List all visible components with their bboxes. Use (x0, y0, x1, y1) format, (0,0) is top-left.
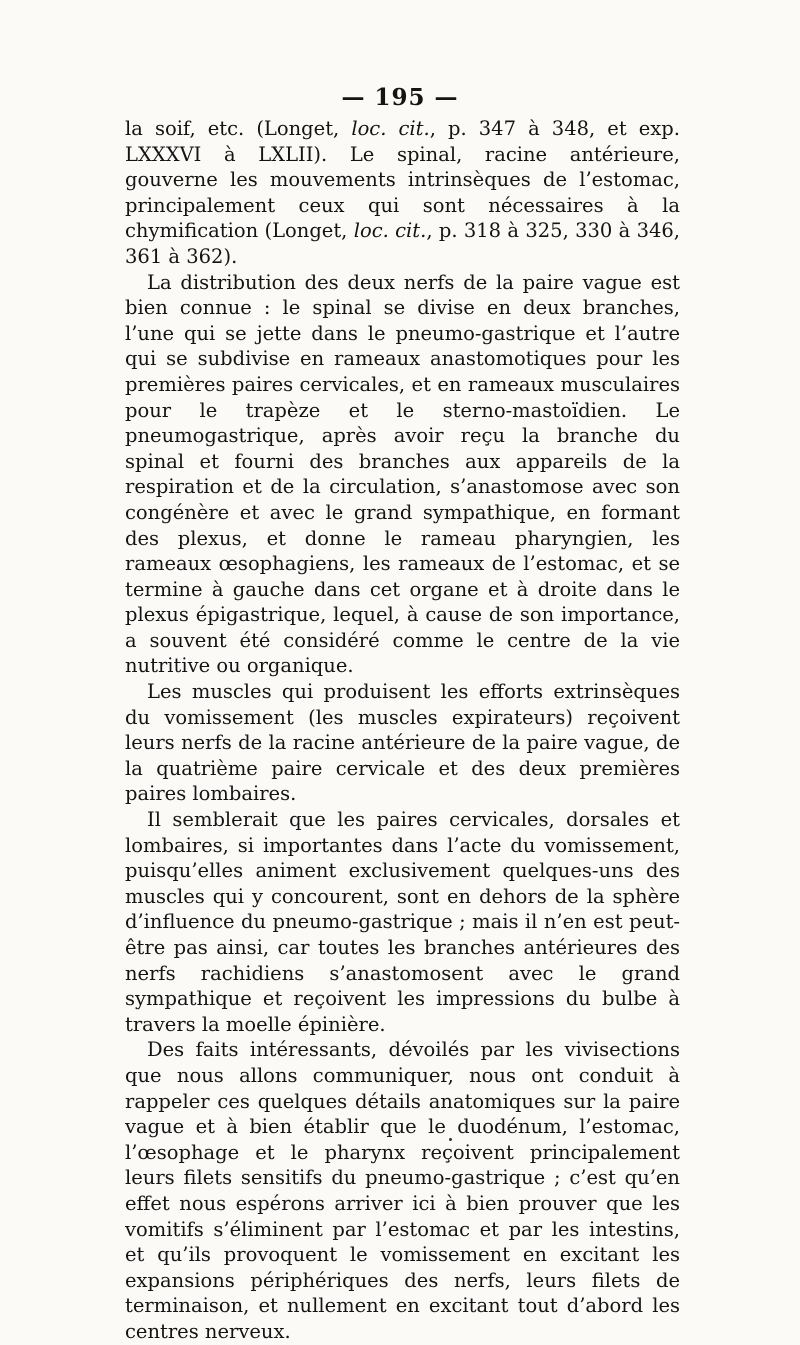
paragraph (125, 1037, 680, 1344)
text-run: , p. 318 à 325, 330 à 346, 361 à 362). (125, 219, 681, 268)
body-text (125, 116, 680, 1345)
text-run: Les muscles qui produisent les efforts extrinsèques du vomissement (les muscles expirateurs) reçoivent leurs nerfs de la racine antérieure de la paire vague, de la quatrième paire cervicale et des deux premières paires lombaires. (125, 680, 680, 806)
text-run: La distribution des deux nerfs de la paire vague est bien connue : le spinal se divise en deux branches, l’une qui se jette dans le pneumo-gastrique et l’autre qui se subdivise en rameaux anastomotiques pour les premières paires cervicales, et en rameaux musculaires pour le trapèze et le sterno-mastoïdien. Le pneumogastrique, après avoir reçu la branche du spinal et fourni des branches aux appareils de la respiration et de la circulation, s’anastomose avec son congénère et avec le grand sympathique, en formant des plexus, et donne le rameau pharyngien, les rameaux œsophagiens, les rameaux de l’estomac, et se termine à gauche dans cet organe et à droite dans le plexus épigastrique, lequel, à cause de son importance, a souvent été considéré comme le centre de la vie nutritive ou organique. (125, 270, 680, 678)
text-run: Il semblerait que les paires cervicales, dorsales et lombaires, si importantes dans l’acte du vomissement, puisqu’elles animent exclusivement quelques-uns des muscles qui y concourent, sont en dehors de la sphère d’influence du pneumo-gastrique ; mais il n’en est peut-être pas ainsi, car toutes les branches antérieures des nerfs rachidiens s’anastomosent avec le grand sympathique et reçoivent les impressions du bulbe à travers la moelle épinière. (125, 808, 680, 1036)
text-run: Des faits intéressants, dévoilés par les vivisections que nous allons communiquer, nous ont conduit à rappeler ces quelques détails anatomiques sur la paire vague et à bien établir que le duodénum, l’estomac, l’œsophage et le pharynx reçoivent principalement leurs filets sensitifs du pneumo-gastrique ; c’est qu’en effet nous espérons arriver ici à bien prouver que les vomitifs s’éliminent par l’estomac et par les intestins, et qu’ils provoquent le vomissement en excitant les expansions périphériques des nerfs, leurs filets de terminaison, et nullement en excitant tout d’abord les centres nerveux. (125, 1038, 680, 1343)
paragraph (125, 679, 680, 807)
ink-speck (449, 1138, 452, 1141)
paragraph (125, 116, 680, 270)
italic-citation: loc. cit. (353, 219, 427, 243)
text-run: la soif, etc. (Longet, (125, 117, 352, 140)
paragraph (125, 270, 680, 680)
paragraph (125, 807, 680, 1037)
text-run: , p. 347 à 348, et exp. LXXXVI à LXLII). Le spinal, racine antérieure, gouverne les mouvements intrinsèques de l’estomac, principalement ceux qui sont nécessaires à la chymification (Longet, (125, 117, 680, 243)
page-number-header: — 195 — (341, 84, 459, 111)
italic-citation: loc. cit. (351, 117, 430, 140)
